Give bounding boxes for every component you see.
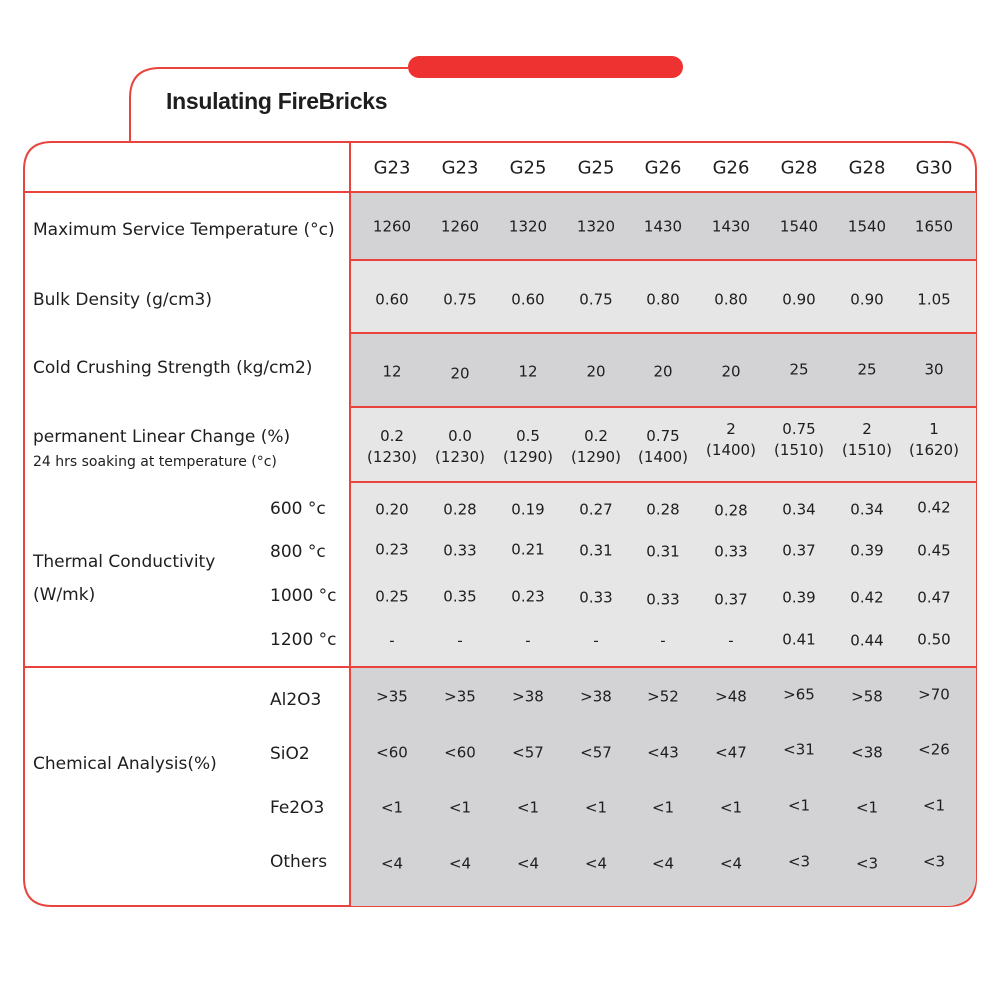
cell-thermal-600: 0.20 [375, 500, 409, 519]
divider-4 [351, 481, 976, 483]
chemical-sublabel: SiO2 [270, 744, 310, 764]
cell-plc-value: 0.2 [584, 427, 608, 445]
cell-cold-crushing: 12 [382, 362, 402, 381]
grade-header: G30 [915, 157, 953, 179]
cell-max-temp: 1430 [711, 217, 751, 236]
row-label-max-temp: Maximum Service Temperature (°c) [33, 220, 335, 240]
cell-plc-temp: (1290) [503, 448, 553, 466]
cell-plc-temp: (1290) [571, 448, 621, 466]
cell-thermal-1000: 0.47 [917, 588, 951, 607]
cell-plc [833, 419, 901, 461]
cell-plc-value: 0.0 [448, 427, 472, 445]
grade-header: G25 [509, 157, 547, 179]
cell-plc-value: 0.75 [782, 420, 816, 438]
chemical-sublabel: Fe2O3 [270, 798, 325, 818]
cell-thermal-800: 0.31 [646, 542, 680, 561]
cell-thermal-800: 0.37 [782, 541, 816, 560]
cell-al2o3: >65 [783, 685, 815, 704]
cell-bulk-density: 0.75 [443, 290, 477, 309]
cell-al2o3: >70 [918, 685, 950, 704]
divider-header [24, 191, 976, 193]
row-label-bulk-density: Bulk Density (g/cm3) [33, 290, 212, 310]
title-accent-bar [408, 56, 683, 78]
cell-bulk-density: 0.60 [375, 290, 409, 309]
divider-5 [24, 666, 976, 668]
cell-plc-value: 0.75 [646, 427, 680, 445]
cell-thermal-1000: 0.39 [782, 588, 816, 607]
cell-cold-crushing: 12 [518, 362, 538, 381]
column-divider [349, 142, 351, 906]
cell-plc-value: 0.5 [516, 427, 540, 445]
cell-thermal-600: 0.27 [579, 500, 613, 519]
cell-cold-crushing: 20 [450, 364, 470, 383]
cell-thermal-1000: 0.42 [850, 588, 884, 607]
cell-thermal-600: 0.34 [782, 500, 816, 519]
cell-plc [426, 426, 494, 468]
grade-header: G26 [712, 157, 750, 179]
cell-bulk-density: 0.60 [511, 290, 545, 309]
cell-thermal-600: 0.28 [443, 500, 477, 519]
cell-fe2o3: <1 [855, 798, 879, 817]
cell-max-temp: 1260 [440, 217, 480, 236]
cell-max-temp: 1540 [847, 217, 887, 236]
cell-al2o3: >48 [715, 687, 747, 706]
cell-thermal-600: 0.28 [646, 500, 680, 519]
divider-1 [351, 259, 976, 261]
cell-thermal-800: 0.31 [579, 541, 613, 560]
cell-plc [358, 426, 426, 468]
cell-thermal-600: 0.42 [917, 498, 951, 517]
cell-others: <3 [787, 852, 811, 871]
cell-plc [562, 426, 630, 468]
cell-thermal-800: 0.33 [443, 541, 477, 560]
cell-max-temp: 1320 [508, 217, 548, 236]
cell-sio2: <60 [444, 743, 476, 762]
cell-fe2o3: <1 [380, 798, 404, 817]
cell-sio2: <38 [851, 743, 883, 762]
cell-bulk-density: 0.90 [782, 290, 816, 309]
cell-others: <3 [855, 854, 879, 873]
thermal-sublabel: 600 °c [270, 499, 326, 519]
cell-thermal-600: 0.28 [714, 501, 748, 520]
cell-plc [697, 419, 765, 461]
cell-thermal-800: 0.33 [714, 542, 748, 561]
cell-thermal-1200: - [457, 631, 463, 650]
cell-plc-temp: (1620) [909, 441, 959, 459]
cell-thermal-1200: - [525, 631, 531, 650]
cell-plc [900, 419, 968, 461]
cell-others: <3 [922, 852, 946, 871]
cell-plc [629, 426, 697, 468]
cell-cold-crushing: 20 [653, 362, 673, 381]
cell-cold-crushing: 25 [789, 360, 809, 379]
cell-sio2: <57 [512, 743, 544, 762]
cell-fe2o3: <1 [516, 798, 540, 817]
cell-thermal-1000: 0.25 [375, 587, 409, 606]
cell-thermal-800: 0.23 [375, 540, 409, 559]
cell-thermal-1200: - [660, 631, 666, 650]
grade-header: G26 [644, 157, 682, 179]
cell-thermal-800: 0.21 [511, 540, 545, 559]
cell-fe2o3: <1 [922, 796, 946, 815]
row-label-thermal-unit: (W/mk) [33, 585, 96, 605]
cell-cold-crushing: 25 [857, 360, 877, 379]
cell-thermal-600: 0.19 [511, 500, 545, 519]
row-label-chemical: Chemical Analysis(%) [33, 754, 217, 774]
grade-header: G23 [373, 157, 411, 179]
row-sublabel-plc: 24 hrs soaking at temperature (°c) [33, 454, 277, 470]
cell-plc-value: 2 [726, 420, 736, 438]
cell-plc [765, 419, 833, 461]
cell-thermal-1200: 0.50 [917, 630, 951, 649]
cell-max-temp: 1260 [372, 217, 412, 236]
cell-fe2o3: <1 [448, 798, 472, 817]
row-label-cold-crushing: Cold Crushing Strength (kg/cm2) [33, 358, 313, 378]
cell-plc-temp: (1230) [435, 448, 485, 466]
thermal-sublabel: 1000 °c [270, 586, 337, 606]
cell-fe2o3: <1 [787, 796, 811, 815]
cell-bulk-density: 0.90 [850, 290, 884, 309]
cell-fe2o3: <1 [719, 798, 743, 817]
cell-plc-temp: (1400) [706, 441, 756, 459]
cell-thermal-1000: 0.35 [443, 587, 477, 606]
cell-al2o3: >58 [851, 687, 883, 706]
cell-sio2: <57 [580, 743, 612, 762]
cell-sio2: <60 [376, 743, 408, 762]
cell-max-temp: 1540 [779, 217, 819, 236]
cell-thermal-1200: - [593, 631, 599, 650]
cell-sio2: <47 [715, 743, 747, 762]
cell-thermal-1000: 0.33 [579, 588, 613, 607]
cell-sio2: <26 [918, 740, 950, 759]
cell-cold-crushing: 30 [924, 360, 944, 379]
cell-others: <4 [651, 854, 675, 873]
cell-others: <4 [719, 854, 743, 873]
cell-others: <4 [516, 854, 540, 873]
cell-bulk-density: 1.05 [917, 290, 951, 309]
thermal-sublabel: 800 °c [270, 542, 326, 562]
cell-others: <4 [448, 854, 472, 873]
cell-max-temp: 1650 [914, 217, 954, 236]
cell-max-temp: 1320 [576, 217, 616, 236]
cell-plc-temp: (1510) [774, 441, 824, 459]
cell-bulk-density: 0.80 [646, 290, 680, 309]
cell-bulk-density: 0.75 [579, 290, 613, 309]
cell-thermal-1000: 0.37 [714, 590, 748, 609]
cell-thermal-1200: 0.44 [850, 631, 884, 650]
cell-al2o3: >35 [444, 687, 476, 706]
cell-thermal-800: 0.39 [850, 541, 884, 560]
cell-plc-value: 2 [862, 420, 872, 438]
cell-sio2: <43 [647, 743, 679, 762]
grade-header: G28 [780, 157, 818, 179]
cell-plc [494, 426, 562, 468]
cell-plc-value: 1 [929, 420, 939, 438]
cell-bulk-density: 0.80 [714, 290, 748, 309]
cell-plc-value: 0.2 [380, 427, 404, 445]
cell-al2o3: >38 [512, 687, 544, 706]
cell-fe2o3: <1 [651, 798, 675, 817]
cell-plc-temp: (1400) [638, 448, 688, 466]
cell-plc-temp: (1230) [367, 448, 417, 466]
cell-thermal-800: 0.45 [917, 541, 951, 560]
cell-thermal-1000: 0.23 [511, 587, 545, 606]
cell-thermal-600: 0.34 [850, 500, 884, 519]
row-label-plc: permanent Linear Change (%) [33, 427, 291, 447]
divider-3 [351, 406, 976, 408]
cell-thermal-1200: 0.41 [782, 630, 816, 649]
cell-thermal-1200: - [728, 631, 734, 650]
cell-cold-crushing: 20 [586, 362, 606, 381]
cell-others: <4 [584, 854, 608, 873]
row-label-thermal: Thermal Conductivity [33, 552, 216, 572]
chemical-sublabel: Others [270, 852, 328, 872]
cell-others: <4 [380, 854, 404, 873]
cell-plc-temp: (1510) [842, 441, 892, 459]
cell-max-temp: 1430 [643, 217, 683, 236]
divider-2 [351, 332, 976, 334]
grade-header: G28 [848, 157, 886, 179]
cell-thermal-1000: 0.33 [646, 590, 680, 609]
cell-al2o3: >35 [376, 687, 408, 706]
chemical-sublabel: Al2O3 [270, 690, 322, 710]
cell-thermal-1200: - [389, 631, 395, 650]
cell-cold-crushing: 20 [721, 362, 741, 381]
grade-header: G23 [441, 157, 479, 179]
thermal-sublabel: 1200 °c [270, 630, 337, 650]
cell-al2o3: >38 [580, 687, 612, 706]
cell-sio2: <31 [783, 740, 815, 759]
cell-fe2o3: <1 [584, 798, 608, 817]
cell-al2o3: >52 [647, 687, 679, 706]
grade-header: G25 [577, 157, 615, 179]
page-title: Insulating FireBricks [166, 88, 388, 114]
